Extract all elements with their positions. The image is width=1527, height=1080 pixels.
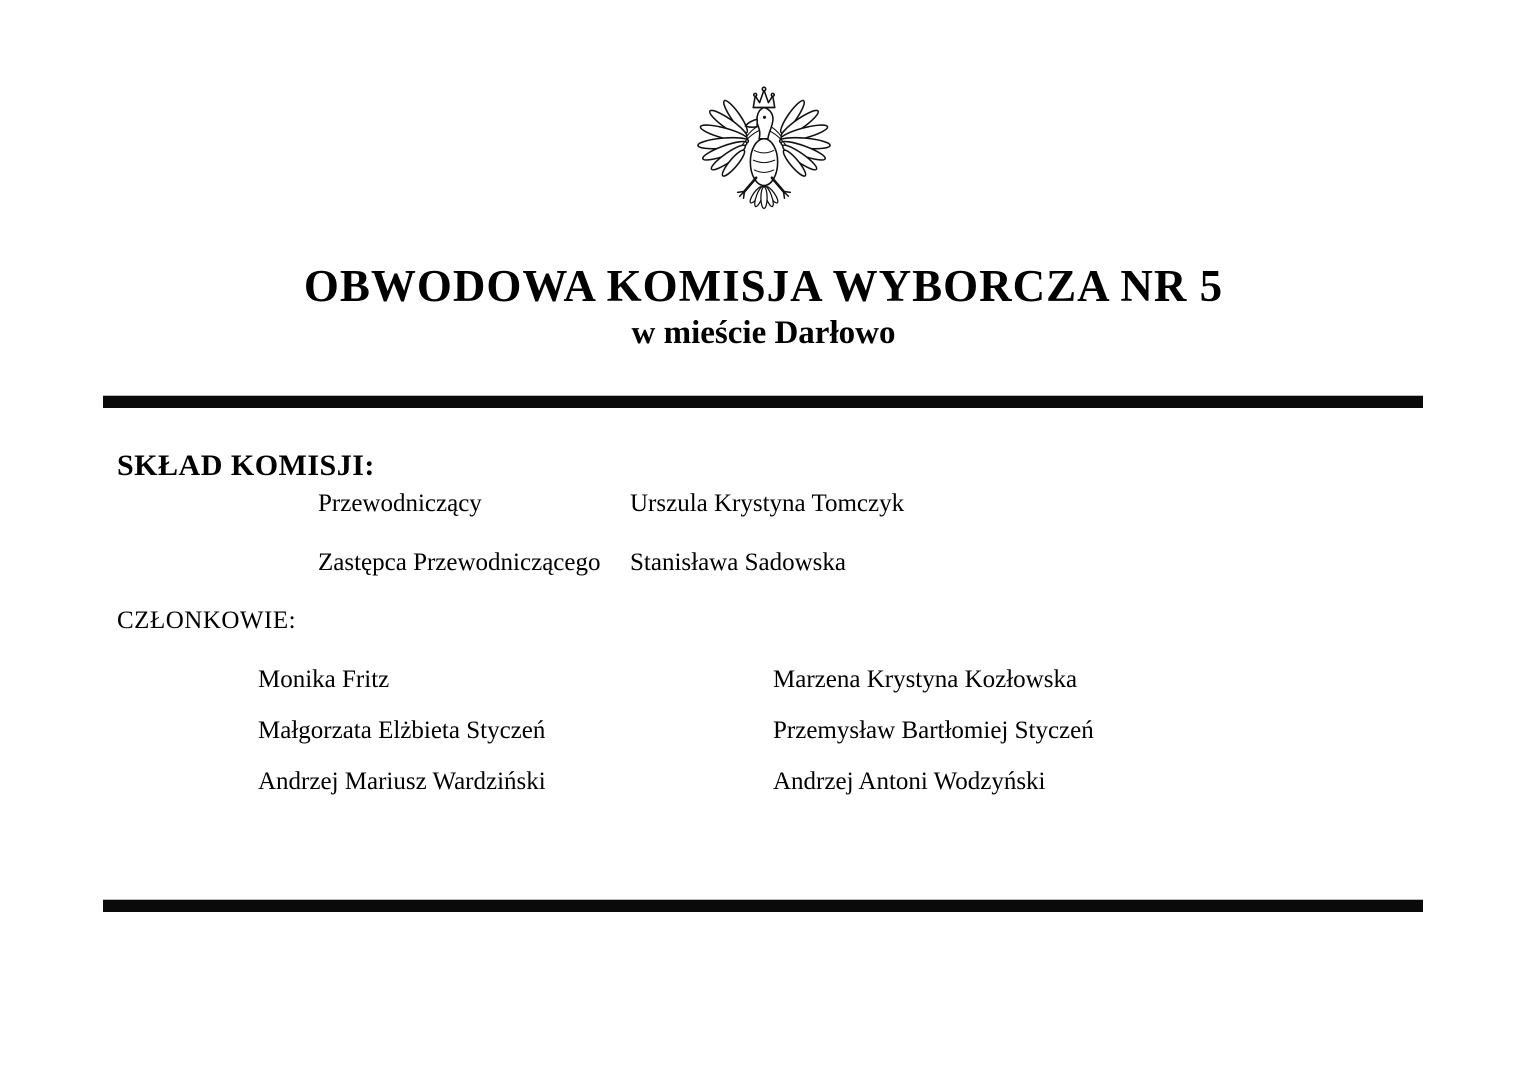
officer-name-deputy: Stanisława Sadowska [630, 549, 846, 576]
polish-eagle-icon [686, 84, 842, 250]
member-name: Małgorzata Elżbieta Styczeń [258, 717, 546, 744]
officer-name-chairperson: Urszula Krystyna Tomczyk [630, 490, 905, 517]
page-title: OBWODOWA KOMISJA WYBORCZA NR 5 [303, 261, 1224, 311]
bottom-divider [103, 899, 1423, 912]
member-name: Przemysław Bartłomiej Styczeń [773, 717, 1094, 744]
top-divider [103, 395, 1423, 408]
officer-role-deputy: Zastępca Przewodniczącego [318, 549, 601, 576]
officer-role-chairperson: Przewodniczący [318, 490, 482, 517]
page-subtitle: w mieście Darłowo [631, 315, 896, 351]
member-name: Marzena Krystyna Kozłowska [773, 666, 1078, 693]
member-name: Monika Fritz [258, 666, 390, 693]
member-name: Andrzej Mariusz Wardziński [258, 768, 546, 795]
members-heading: CZŁONKOWIE: [117, 607, 297, 634]
member-name: Andrzej Antoni Wodzyński [773, 768, 1046, 795]
composition-heading: SKŁAD KOMISJI: [117, 449, 375, 482]
